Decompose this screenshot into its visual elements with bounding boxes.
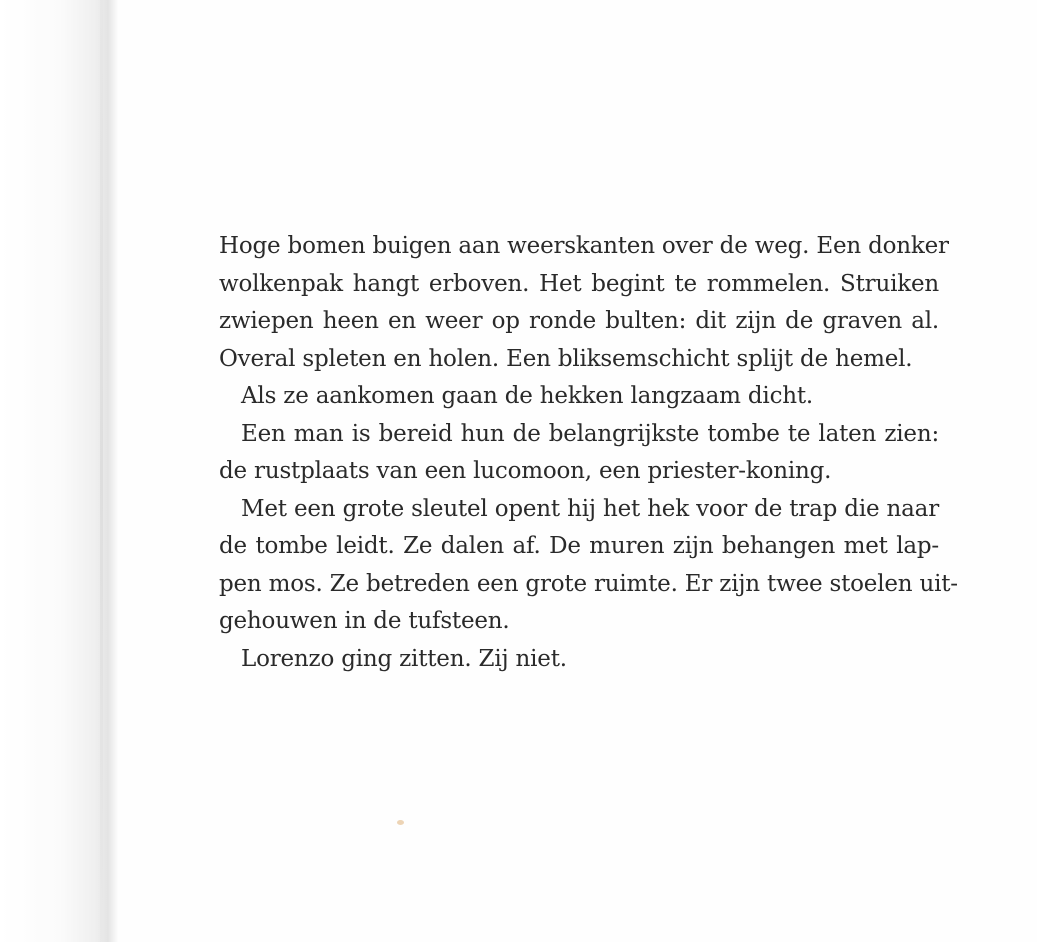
text-line: de rustplaats van een lucomoon, een priester-koning.	[219, 458, 832, 484]
body-text	[219, 228, 958, 678]
text-line: Lorenzo ging zitten. Zij niet.	[241, 645, 567, 672]
text-line: pen mos. Ze betreden een grote ruimte. Er zijn twee stoelen uit-	[219, 570, 958, 597]
text-line: zwiepen heen en weer op ronde bulten: dit zijn de graven al.	[219, 308, 939, 334]
text-line: Overal spleten en holen. Een bliksemschicht splijt de hemel.	[219, 345, 913, 372]
text-line: Een man is bereid hun de belangrijkste tombe te laten zien:	[241, 420, 939, 447]
text-line: de tombe leidt. Ze dalen af. De muren zijn behangen met lap-	[219, 533, 939, 559]
text-line: Hoge bomen buigen aan weerskanten over de weg. Een donker	[219, 233, 949, 259]
text-line: gehouwen in de tufsteen.	[219, 608, 510, 634]
text-line: Als ze aankomen gaan de hekken langzaam dicht.	[241, 383, 814, 409]
page-gutter-line	[100, 0, 103, 942]
text-line: wolkenpak hangt erboven. Het begint te rommelen. Struiken	[219, 270, 939, 297]
paper-speck	[397, 820, 404, 825]
text-line: Met een grote sleutel opent hij het hek voor de trap die naar	[241, 495, 939, 522]
